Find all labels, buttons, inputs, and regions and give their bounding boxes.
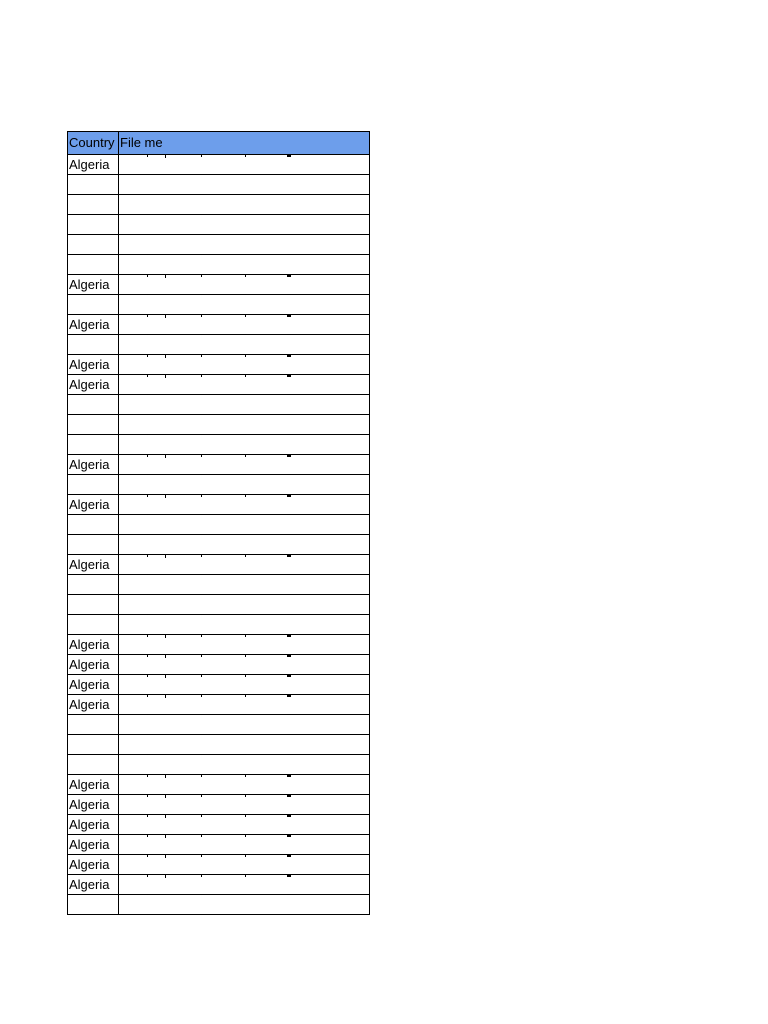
table-row xyxy=(68,195,370,215)
file-me-cell[interactable] xyxy=(119,175,370,195)
table-body xyxy=(68,155,370,915)
table-row xyxy=(68,715,370,735)
table-row xyxy=(68,315,370,335)
table-row xyxy=(68,635,370,655)
file-me-cell[interactable] xyxy=(119,495,370,515)
file-me-cell[interactable] xyxy=(119,315,370,335)
file-me-cell[interactable] xyxy=(119,875,370,895)
country-cell[interactable]: Algeria xyxy=(68,155,119,175)
file-me-cell[interactable] xyxy=(119,715,370,735)
country-cell[interactable]: Algeria xyxy=(68,835,119,855)
table-row xyxy=(68,835,370,855)
country-cell[interactable]: Algeria xyxy=(68,635,119,655)
table-row xyxy=(68,735,370,755)
table-row xyxy=(68,295,370,315)
file-me-cell[interactable] xyxy=(119,155,370,175)
country-cell[interactable]: Algeria xyxy=(68,355,119,375)
country-cell[interactable]: Algeria xyxy=(68,695,119,715)
table-row xyxy=(68,215,370,235)
country-cell[interactable]: Algeria xyxy=(68,795,119,815)
country-cell[interactable]: Algeria xyxy=(68,455,119,475)
table-row xyxy=(68,655,370,675)
file-me-cell[interactable] xyxy=(119,655,370,675)
table-row xyxy=(68,235,370,255)
file-me-cell[interactable] xyxy=(119,415,370,435)
table-row xyxy=(68,355,370,375)
file-me-cell[interactable] xyxy=(119,375,370,395)
country-cell[interactable] xyxy=(68,515,119,535)
table-row xyxy=(68,815,370,835)
table-row xyxy=(68,335,370,355)
country-cell[interactable] xyxy=(68,435,119,455)
table-row xyxy=(68,895,370,915)
column-header-file-me[interactable]: File me xyxy=(119,132,370,155)
country-cell[interactable]: Algeria xyxy=(68,275,119,295)
country-cell[interactable] xyxy=(68,755,119,775)
country-cell[interactable] xyxy=(68,535,119,555)
file-me-cell[interactable] xyxy=(119,355,370,375)
file-me-cell[interactable] xyxy=(119,675,370,695)
file-me-cell[interactable] xyxy=(119,835,370,855)
table-row xyxy=(68,495,370,515)
table-row xyxy=(68,275,370,295)
table-row xyxy=(68,515,370,535)
country-cell[interactable] xyxy=(68,235,119,255)
file-me-cell[interactable] xyxy=(119,335,370,355)
table-row xyxy=(68,695,370,715)
file-me-cell[interactable] xyxy=(119,755,370,775)
table-row xyxy=(68,675,370,695)
file-me-cell[interactable] xyxy=(119,855,370,875)
country-cell[interactable]: Algeria xyxy=(68,775,119,795)
country-cell[interactable] xyxy=(68,895,119,915)
file-me-cell[interactable] xyxy=(119,615,370,635)
country-cell[interactable]: Algeria xyxy=(68,555,119,575)
table-row xyxy=(68,535,370,555)
country-cell[interactable] xyxy=(68,255,119,275)
table-row xyxy=(68,255,370,275)
file-me-cell[interactable] xyxy=(119,735,370,755)
data-table xyxy=(67,131,370,915)
file-me-cell[interactable] xyxy=(119,775,370,795)
table-row xyxy=(68,615,370,635)
country-cell[interactable] xyxy=(68,735,119,755)
file-me-cell[interactable] xyxy=(119,575,370,595)
country-cell[interactable] xyxy=(68,395,119,415)
country-cell[interactable] xyxy=(68,615,119,635)
table-row xyxy=(68,175,370,195)
country-cell[interactable] xyxy=(68,475,119,495)
table-row xyxy=(68,595,370,615)
table-row xyxy=(68,155,370,175)
table-row xyxy=(68,375,370,395)
country-cell[interactable] xyxy=(68,175,119,195)
country-cell[interactable] xyxy=(68,415,119,435)
file-me-cell[interactable] xyxy=(119,815,370,835)
country-cell[interactable]: Algeria xyxy=(68,375,119,395)
country-cell[interactable] xyxy=(68,195,119,215)
country-cell[interactable]: Algeria xyxy=(68,815,119,835)
file-me-cell[interactable] xyxy=(119,215,370,235)
table-row xyxy=(68,755,370,775)
header-row xyxy=(68,132,370,155)
country-cell[interactable] xyxy=(68,595,119,615)
file-me-cell[interactable] xyxy=(119,195,370,215)
table-row xyxy=(68,795,370,815)
country-cell[interactable]: Algeria xyxy=(68,315,119,335)
file-me-cell[interactable] xyxy=(119,555,370,575)
table-row xyxy=(68,875,370,895)
file-me-cell[interactable] xyxy=(119,395,370,415)
country-cell[interactable]: Algeria xyxy=(68,855,119,875)
file-me-cell[interactable] xyxy=(119,795,370,815)
file-me-cell[interactable] xyxy=(119,515,370,535)
file-me-cell[interactable] xyxy=(119,295,370,315)
country-cell[interactable] xyxy=(68,575,119,595)
file-me-cell[interactable] xyxy=(119,235,370,255)
file-me-cell[interactable] xyxy=(119,695,370,715)
file-me-cell[interactable] xyxy=(119,535,370,555)
country-cell[interactable]: Algeria xyxy=(68,875,119,895)
country-cell[interactable]: Algeria xyxy=(68,675,119,695)
table-row xyxy=(68,855,370,875)
country-cell[interactable] xyxy=(68,335,119,355)
table-row xyxy=(68,775,370,795)
table-row xyxy=(68,475,370,495)
table-row xyxy=(68,455,370,475)
column-header-country[interactable]: Country xyxy=(68,132,119,155)
table-row xyxy=(68,555,370,575)
file-me-cell[interactable] xyxy=(119,895,370,915)
country-cell[interactable] xyxy=(68,295,119,315)
country-cell[interactable]: Algeria xyxy=(68,495,119,515)
table-row xyxy=(68,575,370,595)
country-cell[interactable]: Algeria xyxy=(68,655,119,675)
file-me-cell[interactable] xyxy=(119,475,370,495)
file-me-cell[interactable] xyxy=(119,635,370,655)
table-row xyxy=(68,395,370,415)
file-me-cell[interactable] xyxy=(119,595,370,615)
file-me-cell[interactable] xyxy=(119,275,370,295)
spreadsheet xyxy=(67,131,370,915)
table-row xyxy=(68,435,370,455)
file-me-cell[interactable] xyxy=(119,435,370,455)
country-cell[interactable] xyxy=(68,215,119,235)
file-me-cell[interactable] xyxy=(119,455,370,475)
table-row xyxy=(68,415,370,435)
file-me-cell[interactable] xyxy=(119,255,370,275)
country-cell[interactable] xyxy=(68,715,119,735)
